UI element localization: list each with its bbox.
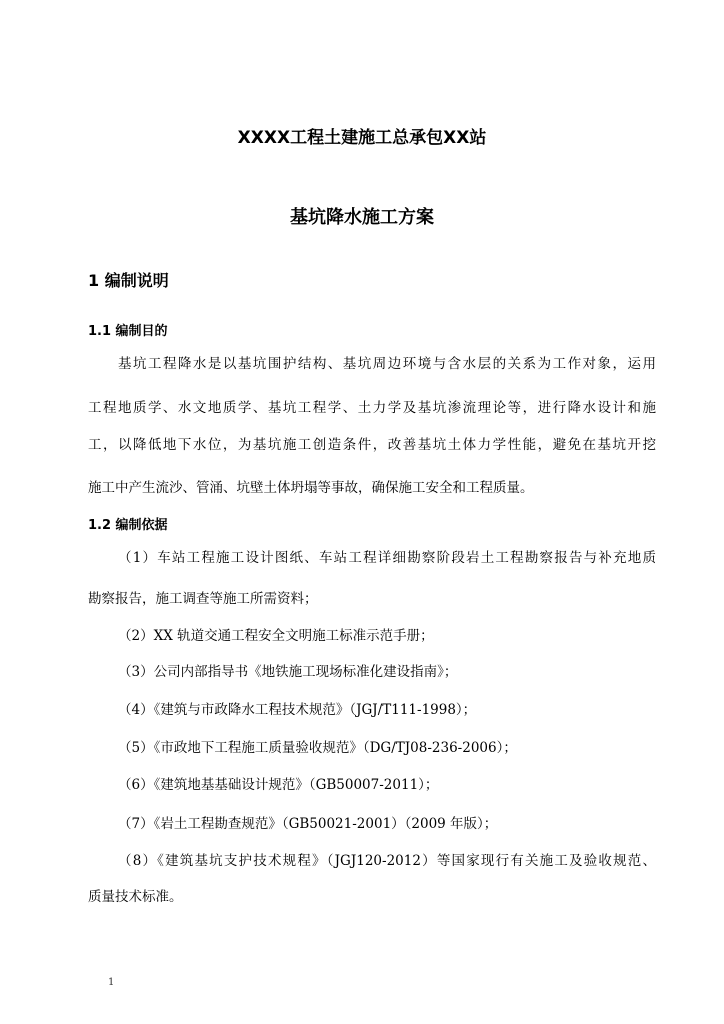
reference-item: （4）《建筑与市政降水工程技术规范》（JGJ/T111-1998）； [118,702,477,718]
paragraph-line: 基坑工程降水是以基坑围护结构、基坑周边环境与含水层的关系为工作对象，运用 [118,356,656,372]
paragraph-line: 施工中产生流沙、管涌、坑壁土体坍塌等事故，确保施工安全和工程质量。 [88,480,534,496]
paragraph-line: 工程地质学、水文地质学、基坑工程学、土力学及基坑渗流理论等，进行降水设计和施 [88,400,656,416]
subsection-heading-1-1: 1.1 编制目的 [88,324,168,339]
subsection-heading-1-2: 1.2 编制依据 [88,518,168,533]
reference-item: 勘察报告，施工调查等施工所需资料； [88,591,318,607]
reference-item: （1）车站工程施工设计图纸、车站工程详细勘察阶段岩土工程勘察报告与补充地质 [118,550,656,566]
reference-item: （2）XX 轨道交通工程安全文明施工标准示范手册； [118,628,434,644]
document-subtitle: 基坑降水施工方案 [290,207,434,228]
reference-item: （6）《建筑地基基础设计规范》（GB50007-2011）； [118,777,439,793]
paragraph-line: 工，以降低地下水位，为基坑施工创造条件，改善基坑土体力学性能，避免在基坑开挖 [88,437,656,453]
reference-item: （7）《岩土工程勘查规范》（GB50021-2001）（2009 年版）； [118,816,498,832]
reference-item: （5）《市政地下工程施工质量验收规范》（DG/TJ08-236-2006）； [118,740,517,756]
page-number: 1 [108,977,115,988]
section-heading-1: 1 编制说明 [88,271,169,290]
reference-item: 质量技术标准。 [88,889,183,905]
reference-item: （3）公司内部指导书《地铁施工现场标准化建设指南》； [118,664,458,680]
reference-item: （8）《建筑基坑支护技术规程》（JGJ120-2012）等国家现行有关施工及验收规范、 [118,853,656,869]
document-title: XXXX工程土建施工总承包XX站 [237,128,487,148]
